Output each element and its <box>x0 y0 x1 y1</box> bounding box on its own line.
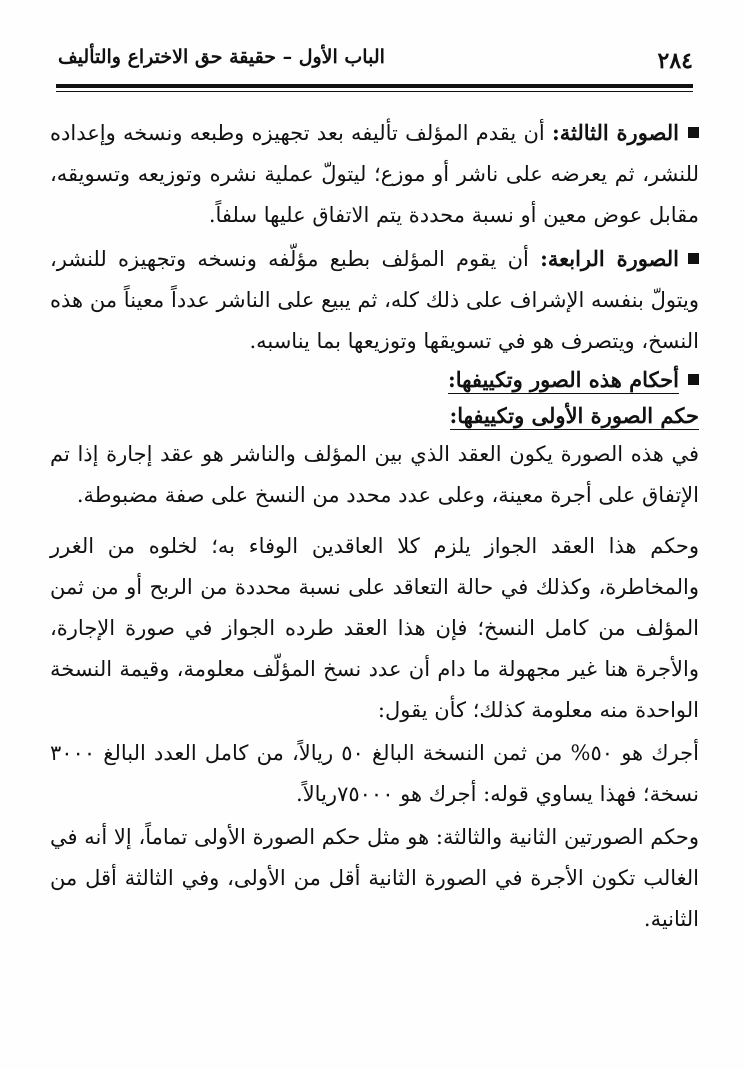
paragraph-first-form-ruling: في هذه الصورة يكون العقد الذي بين المؤلف والناشر هو عقد إجارة إذا تم الإتفاق على أجرة معينة، وعلى عدد محدد من النسخ على صفة مضبوطة. <box>50 442 699 507</box>
bullet-square-icon <box>688 127 699 138</box>
page-number: ٢٨٤ <box>657 48 693 74</box>
subsection-heading <box>50 398 699 434</box>
paragraph-lead: الصورة الرابعة: <box>540 246 680 271</box>
paragraph-text: أن يقدم المؤلف تأليفه بعد تجهيزه وطبعه ونسخه وإعداده للنشر، ثم يعرضه على ناشر أو موزع؛ ليتولّ عملية نشره وتوزيعه وتسويقه، مقابل عوض معين أو نسبة محددة يتم الاتفاق عليها سلفاً. <box>50 121 699 227</box>
running-header <box>58 44 693 80</box>
header-rule-thick <box>56 84 693 88</box>
bullet-square-icon <box>688 253 699 264</box>
paragraph-text: أن يقوم المؤلف بطبع مؤلّفه ونسخه وتجهيزه للنشر، ويتولّ بنفسه الإشراف على ذلك كله، ثم يبيع على الناشر عدداً معيناً من هذه النسخ، ويتصرف هو في تسويقها وتوزيعها بما يناسبه. <box>50 247 699 353</box>
paragraph-contract-ruling: وحكم هذا العقد الجواز يلزم كلا العاقدين الوفاء به؛ لخلوه من الغرر والمخاطرة، وكذلك في حالة التعاقد على نسبة محددة من الربح أو من ثمن المؤلف من كامل النسخ؛ فإن هذا العقد طرده الجواز في صورة الإجارة، والأجرة هنا غير مجهولة ما دام أن عدد نسخ المؤلّف معلومة، وقيمة النسخة الواحدة منه معلومة كذلك؛ كأن يقول: <box>50 534 699 722</box>
subsection-heading-text: حكم الصورة الأولى وتكييفها: <box>449 403 699 428</box>
section-heading <box>50 362 699 398</box>
header-rule-thin <box>56 91 693 92</box>
paragraph-lead: الصورة الثالثة: <box>551 120 679 145</box>
bullet-square-icon <box>688 374 699 385</box>
paragraph-third-form <box>50 112 699 236</box>
section-heading-text: أحكام هذه الصور وتكييفها: <box>448 367 679 392</box>
paragraph-second-third-ruling: وحكم الصورتين الثانية والثالثة: هو مثل حكم الصورة الأولى تماماً، إلا أنه في الغالب تكون الأجرة في الصورة الثانية أقل من الأولى، وفي الثالثة أقل من الثانية. <box>50 825 699 931</box>
paragraph-fourth-form <box>50 238 699 362</box>
running-title: الباب الأول – حقيقة حق الاختراع والتأليف <box>58 46 385 68</box>
body-text <box>50 112 699 940</box>
paragraph-example: أجرك هو ٥٠% من ثمن النسخة البالغ ٥٠ ريالاً، من كامل العدد البالغ ٣٠٠٠ نسخة؛ فهذا يساوي قوله: أجرك هو ٧٥٠٠٠ريالاً. <box>50 741 699 806</box>
